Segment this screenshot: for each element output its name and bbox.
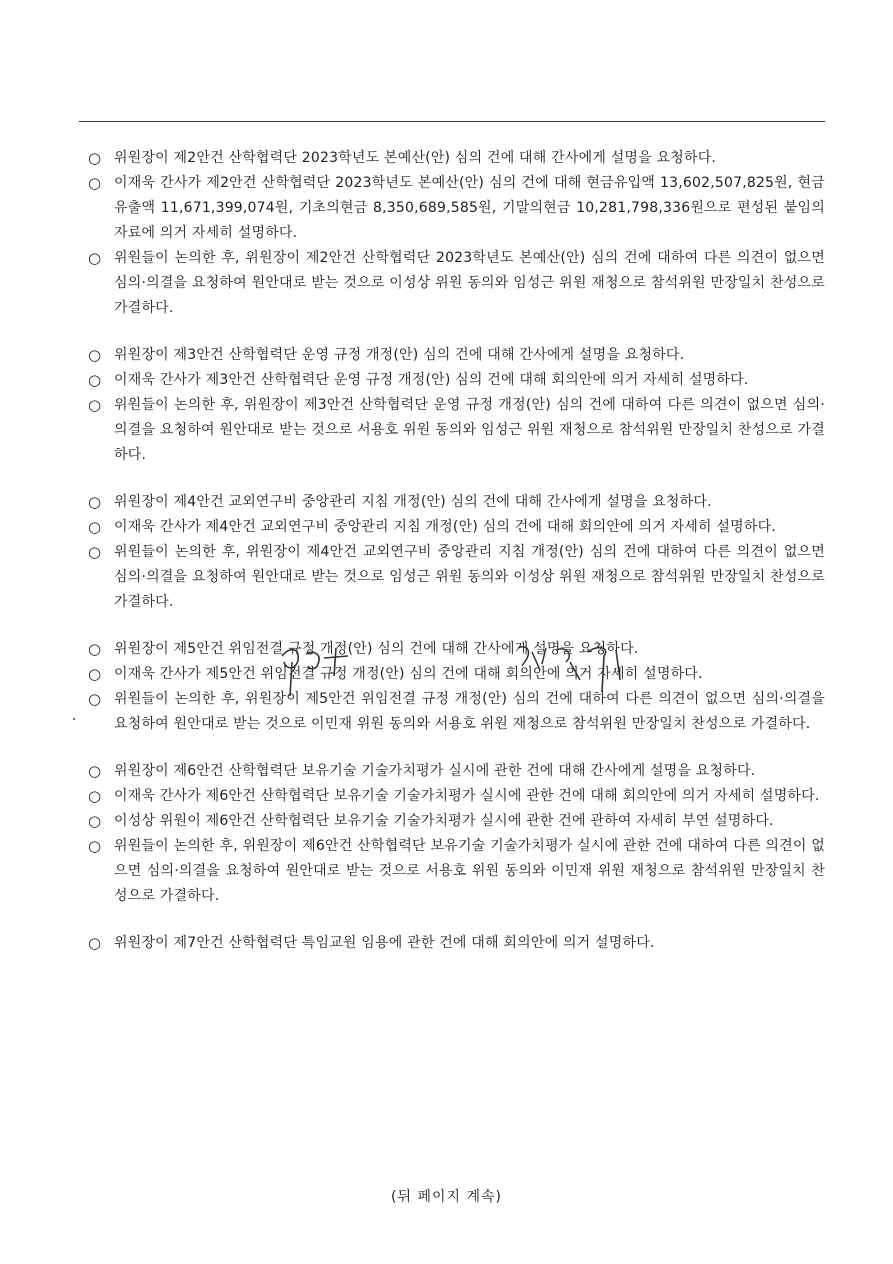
- minutes-item: [88, 834, 825, 909]
- minutes-item-text: 위원들이 논의한 후, 위원장이 제5안건 위임전결 규정 개정(안) 심의 건에 대하여 다른 의견이 없으면 심의·의결을 요청하여 원안대로 받는 것으로 이민재 위원 동의와 서용호 위원 재청으로 참석위원 만장일치 찬성으로 가결하다.: [114, 691, 825, 732]
- bullet-circle: ○: [88, 690, 102, 708]
- bullet-circle: ○: [88, 665, 102, 683]
- minutes-item-text: 위원장이 제5안건 위임전결 규정 개정(안) 심의 건에 대해 간사에게 설명을 요청하다.: [114, 641, 639, 657]
- bullet-circle: ○: [88, 787, 102, 805]
- minutes-item: [88, 490, 825, 515]
- bullet-circle: ○: [88, 640, 102, 658]
- minutes-item-text: 이성상 위원이 제6안건 산학협력단 보유기술 기술가치평가 실시에 관한 건에 관하여 자세히 부연 설명하다.: [114, 813, 774, 829]
- handwritten-signature: [270, 640, 670, 710]
- minutes-item-text: 위원장이 제4안건 교외연구비 중앙관리 지침 개정(안) 심의 건에 대해 간사에게 설명을 요청하다.: [114, 494, 712, 510]
- minutes-item-text: 이재욱 간사가 제5안건 위임전결 규정 개정(안) 심의 건에 대해 회의안에 의거 자세히 설명하다.: [114, 666, 703, 682]
- bullet-circle: ○: [88, 371, 102, 389]
- bullet-circle: ○: [88, 396, 102, 414]
- minutes-item: [88, 809, 825, 834]
- minutes-item-text: 위원들이 논의한 후, 위원장이 제2안건 산학협력단 2023학년도 본예산(안) 심의 건에 대하여 다른 의견이 없으면 심의·의결을 요청하여 원안대로 받는 것으로 이성상 위원 동의와 임성근 위원 재청으로 참석위원 만장일치 찬성으로 가결하다.: [114, 250, 825, 316]
- minutes-item: [88, 146, 825, 171]
- minutes-item-text: 이재욱 간사가 제4안건 교외연구비 중앙관리 지침 개정(안) 심의 건에 대해 회의안에 의거 자세히 설명하다.: [114, 519, 776, 535]
- bullet-circle: ○: [88, 543, 102, 561]
- minutes-item: [88, 171, 825, 246]
- minutes-item-text: 위원장이 제2안건 산학협력단 2023학년도 본예산(안) 심의 건에 대해 간사에게 설명을 요청하다.: [114, 150, 717, 166]
- bullet-circle: ○: [88, 518, 102, 536]
- bullet-circle: ○: [88, 249, 102, 267]
- minutes-item-text: 위원장이 제6안건 산학협력단 보유기술 기술가치평가 실시에 관한 건에 대해 간사에게 설명을 요청하다.: [114, 763, 756, 779]
- minutes-item-text: 위원장이 제3안건 산학협력단 운영 규정 개정(안) 심의 건에 대해 간사에게 설명을 요청하다.: [114, 347, 685, 363]
- minutes-item: [88, 759, 825, 784]
- minutes-item-text: 이재욱 간사가 제6안건 산학협력단 보유기술 기술가치평가 실시에 관한 건에 대해 회의안에 의거 자세히 설명하다.: [114, 788, 820, 804]
- minutes-item: [88, 784, 825, 809]
- minutes-item-text: 위원장이 제7안건 산학협력단 특임교원 임용에 관한 건에 대해 회의안에 의거 설명하다.: [114, 935, 655, 951]
- minutes-item-text: 위원들이 논의한 후, 위원장이 제3안건 산학협력단 운영 규정 개정(안) 심의 건에 대하여 다른 의견이 없으면 심의·의결을 요청하여 원안대로 받는 것으로 서용호 위원 동의와 임성근 위원 재청으로 참석위원 만장일치 찬성으로 가결하다.: [114, 397, 825, 463]
- minutes-item-text: 이재욱 간사가 제3안건 산학협력단 운영 규정 개정(안) 심의 건에 대해 회의안에 의거 자세히 설명하다.: [114, 372, 749, 388]
- bullet-circle: ○: [88, 934, 102, 952]
- continued-note: (뒤 페이지 계속): [391, 1189, 502, 1205]
- minutes-item: [88, 246, 825, 321]
- minutes-item: [88, 368, 825, 393]
- bullet-circle: ○: [88, 837, 102, 855]
- bullet-circle: ○: [88, 493, 102, 511]
- bullet-circle: ○: [88, 346, 102, 364]
- minutes-item: [88, 540, 825, 615]
- minutes-item-text: 위원들이 논의한 후, 위원장이 제6안건 산학협력단 보유기술 기술가치평가 실시에 관한 건에 대하여 다른 의견이 없으면 심의·의결을 요청하여 원안대로 받는 것으로 서용호 위원 동의와 이민재 위원 재청으로 참석위원 만장일치 찬성으로 가결하다.: [114, 838, 825, 904]
- bullet-circle: ○: [88, 174, 102, 192]
- margin-speck: [73, 718, 75, 720]
- minutes-item: [88, 393, 825, 468]
- minutes-item-text: 위원들이 논의한 후, 위원장이 제4안건 교외연구비 중앙관리 지침 개정(안) 심의 건에 대하여 다른 의견이 없으면 심의·의결을 요청하여 원안대로 받는 것으로 임성근 위원 동의와 이성상 위원 재청으로 참석위원 만장일치 찬성으로 가결하다.: [114, 544, 825, 610]
- minutes-item: [88, 931, 825, 956]
- minutes-item-text: 이재욱 간사가 제2안건 산학협력단 2023학년도 본예산(안) 심의 건에 대해 현금유입액 13,602,507,825원, 현금유출액 11,671,399,074원, 기초의현금 8,350,689,585원, 기말의현금 10,281,798,336원으로 편성된 붙임의 자료에 의거 자세히 설명하다.: [114, 175, 825, 241]
- bullet-circle: ○: [88, 812, 102, 830]
- header-rule: [79, 121, 825, 122]
- bullet-circle: ○: [88, 762, 102, 780]
- bullet-circle: ○: [88, 149, 102, 167]
- minutes-body: [88, 146, 825, 956]
- minutes-item: [88, 515, 825, 540]
- minutes-item: [88, 343, 825, 368]
